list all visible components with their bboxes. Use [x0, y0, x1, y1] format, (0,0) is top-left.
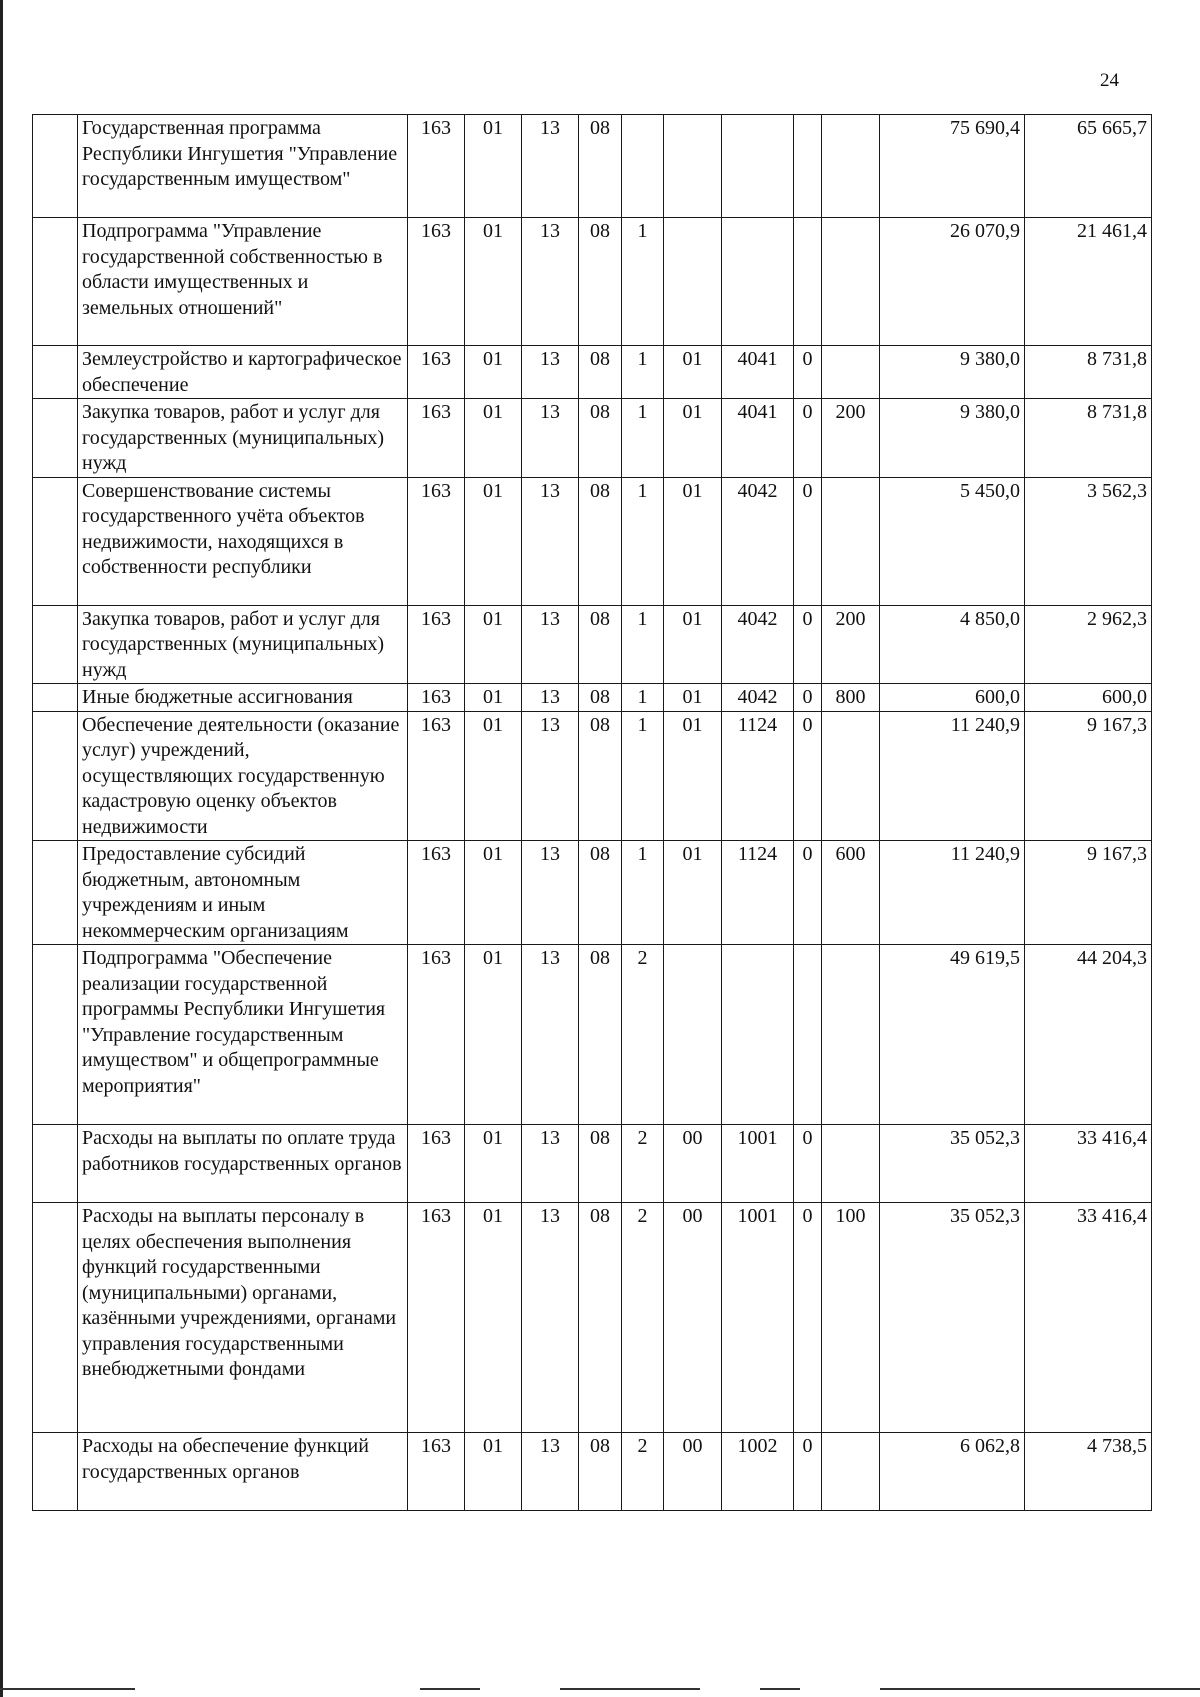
- code-expense-type: [822, 945, 880, 1125]
- code-subsection: 13: [522, 477, 579, 605]
- code-suffix: 0: [794, 684, 822, 712]
- row-name: Обеспечение деятельности (оказание услуг) учреждений, осуществляющих государственную кадастровую оценку объектов недвижимости: [78, 711, 408, 841]
- code-admin: 163: [408, 711, 465, 841]
- bottom-rule: [880, 1688, 1200, 1690]
- code-suffix: [794, 218, 822, 346]
- code-expense-type: 100: [822, 1203, 880, 1433]
- code-section: 01: [465, 1203, 522, 1433]
- code-suffix: [794, 945, 822, 1125]
- amount-actual: 3 562,3: [1025, 477, 1152, 605]
- row-number-cell: [33, 218, 78, 346]
- code-admin: 163: [408, 115, 465, 218]
- code-program: 08: [579, 115, 622, 218]
- code-section: 01: [465, 711, 522, 841]
- code-activity: 01: [664, 684, 722, 712]
- row-name: Расходы на выплаты по оплате труда работников государственных органов: [78, 1125, 408, 1203]
- code-suffix: 0: [794, 399, 822, 478]
- code-admin: 163: [408, 1433, 465, 1511]
- code-direction: 4042: [722, 605, 794, 684]
- code-subprogram: 2: [622, 1203, 664, 1433]
- code-activity: 00: [664, 1203, 722, 1433]
- amount-planned: 9 380,0: [880, 346, 1025, 399]
- table-row: [33, 711, 1152, 841]
- code-subsection: 13: [522, 605, 579, 684]
- table-row: [33, 218, 1152, 346]
- code-activity: 01: [664, 605, 722, 684]
- amount-planned: 75 690,4: [880, 115, 1025, 218]
- code-subsection: 13: [522, 711, 579, 841]
- code-activity: [664, 115, 722, 218]
- code-subprogram: 2: [622, 1125, 664, 1203]
- code-program: 08: [579, 1433, 622, 1511]
- code-section: 01: [465, 684, 522, 712]
- code-admin: 163: [408, 684, 465, 712]
- code-expense-type: [822, 711, 880, 841]
- code-program: 08: [579, 684, 622, 712]
- table-row: [33, 684, 1152, 712]
- row-number-cell: [33, 115, 78, 218]
- code-subprogram: 1: [622, 711, 664, 841]
- code-subprogram: 1: [622, 477, 664, 605]
- code-suffix: [794, 115, 822, 218]
- row-name: Расходы на обеспечение функций государственных органов: [78, 1433, 408, 1511]
- row-number-cell: [33, 399, 78, 478]
- amount-planned: 49 619,5: [880, 945, 1025, 1125]
- code-subsection: 13: [522, 945, 579, 1125]
- row-name: Предоставление субсидий бюджетным, автономным учреждениям и иным некоммерческим организациям: [78, 841, 408, 945]
- code-program: 08: [579, 399, 622, 478]
- code-expense-type: 600: [822, 841, 880, 945]
- code-subsection: 13: [522, 841, 579, 945]
- code-section: 01: [465, 346, 522, 399]
- code-subsection: 13: [522, 684, 579, 712]
- code-activity: [664, 218, 722, 346]
- code-subprogram: 1: [622, 605, 664, 684]
- code-program: 08: [579, 841, 622, 945]
- code-admin: 163: [408, 399, 465, 478]
- code-admin: 163: [408, 841, 465, 945]
- amount-planned: 26 070,9: [880, 218, 1025, 346]
- code-expense-type: [822, 346, 880, 399]
- code-admin: 163: [408, 945, 465, 1125]
- bottom-rule: [760, 1688, 800, 1690]
- code-subsection: 13: [522, 1125, 579, 1203]
- row-name: Закупка товаров, работ и услуг для государственных (муниципальных) нужд: [78, 399, 408, 478]
- row-number-cell: [33, 711, 78, 841]
- code-program: 08: [579, 1125, 622, 1203]
- bottom-rule: [0, 1688, 135, 1690]
- bottom-rule: [560, 1688, 700, 1690]
- row-name: Землеустройство и картографическое обеспечение: [78, 346, 408, 399]
- amount-planned: 4 850,0: [880, 605, 1025, 684]
- amount-planned: 6 062,8: [880, 1433, 1025, 1511]
- code-admin: 163: [408, 346, 465, 399]
- code-expense-type: 200: [822, 399, 880, 478]
- amount-planned: 9 380,0: [880, 399, 1025, 478]
- table-row: [33, 841, 1152, 945]
- amount-actual: 2 962,3: [1025, 605, 1152, 684]
- row-name: Закупка товаров, работ и услуг для государственных (муниципальных) нужд: [78, 605, 408, 684]
- row-name: Государственная программа Республики Ингушетия "Управление государственным имуществом": [78, 115, 408, 218]
- code-expense-type: [822, 115, 880, 218]
- code-direction: 4041: [722, 399, 794, 478]
- code-expense-type: 800: [822, 684, 880, 712]
- row-number-cell: [33, 684, 78, 712]
- code-direction: 1002: [722, 1433, 794, 1511]
- code-direction: 1124: [722, 841, 794, 945]
- table-row: [33, 115, 1152, 218]
- code-admin: 163: [408, 1203, 465, 1433]
- code-direction: [722, 945, 794, 1125]
- code-admin: 163: [408, 218, 465, 346]
- code-suffix: 0: [794, 346, 822, 399]
- code-suffix: 0: [794, 1433, 822, 1511]
- table-row: [33, 346, 1152, 399]
- row-name: Расходы на выплаты персоналу в целях обеспечения выполнения функций государственными (муниципальными) органами, казёнными учреждениями, органами управления государственными внебюджетными фондами: [78, 1203, 408, 1433]
- code-section: 01: [465, 841, 522, 945]
- code-subsection: 13: [522, 346, 579, 399]
- amount-actual: 33 416,4: [1025, 1125, 1152, 1203]
- code-expense-type: [822, 477, 880, 605]
- table-row: [33, 399, 1152, 478]
- row-number-cell: [33, 945, 78, 1125]
- amount-actual: 65 665,7: [1025, 115, 1152, 218]
- code-section: 01: [465, 477, 522, 605]
- row-name: Иные бюджетные ассигнования: [78, 684, 408, 712]
- amount-planned: 11 240,9: [880, 841, 1025, 945]
- code-activity: 00: [664, 1125, 722, 1203]
- code-suffix: 0: [794, 841, 822, 945]
- code-admin: 163: [408, 477, 465, 605]
- code-direction: 1001: [722, 1125, 794, 1203]
- amount-actual: 8 731,8: [1025, 346, 1152, 399]
- amount-actual: 21 461,4: [1025, 218, 1152, 346]
- amount-actual: 9 167,3: [1025, 711, 1152, 841]
- code-suffix: 0: [794, 477, 822, 605]
- amount-planned: 35 052,3: [880, 1125, 1025, 1203]
- table-row: [33, 1203, 1152, 1433]
- code-direction: 1124: [722, 711, 794, 841]
- code-program: 08: [579, 477, 622, 605]
- code-subprogram: 2: [622, 1433, 664, 1511]
- code-direction: 4042: [722, 684, 794, 712]
- code-activity: 00: [664, 1433, 722, 1511]
- code-subsection: 13: [522, 399, 579, 478]
- code-subsection: 13: [522, 1203, 579, 1433]
- code-activity: 01: [664, 841, 722, 945]
- amount-actual: 44 204,3: [1025, 945, 1152, 1125]
- code-program: 08: [579, 711, 622, 841]
- code-program: 08: [579, 1203, 622, 1433]
- code-subprogram: 1: [622, 399, 664, 478]
- code-expense-type: [822, 1125, 880, 1203]
- table-row: [33, 945, 1152, 1125]
- code-activity: 01: [664, 399, 722, 478]
- code-expense-type: 200: [822, 605, 880, 684]
- code-section: 01: [465, 945, 522, 1125]
- code-subprogram: 1: [622, 684, 664, 712]
- amount-planned: 35 052,3: [880, 1203, 1025, 1433]
- code-direction: [722, 218, 794, 346]
- code-program: 08: [579, 945, 622, 1125]
- amount-planned: 5 450,0: [880, 477, 1025, 605]
- code-subprogram: 1: [622, 841, 664, 945]
- code-direction: 1001: [722, 1203, 794, 1433]
- table-row: [33, 1125, 1152, 1203]
- code-section: 01: [465, 1433, 522, 1511]
- code-subprogram: [622, 115, 664, 218]
- code-subprogram: 1: [622, 346, 664, 399]
- bottom-rule: [420, 1688, 480, 1690]
- code-program: 08: [579, 218, 622, 346]
- code-suffix: 0: [794, 1125, 822, 1203]
- code-subprogram: 1: [622, 218, 664, 346]
- code-subprogram: 2: [622, 945, 664, 1125]
- amount-actual: 4 738,5: [1025, 1433, 1152, 1511]
- code-activity: [664, 945, 722, 1125]
- amount-actual: 33 416,4: [1025, 1203, 1152, 1433]
- row-number-cell: [33, 841, 78, 945]
- code-admin: 163: [408, 605, 465, 684]
- code-section: 01: [465, 1125, 522, 1203]
- row-name: Совершенствование системы государственного учёта объектов недвижимости, находящихся в собственности республики: [78, 477, 408, 605]
- code-direction: [722, 115, 794, 218]
- code-section: 01: [465, 605, 522, 684]
- code-direction: 4042: [722, 477, 794, 605]
- page-number: 24: [1100, 70, 1119, 91]
- code-admin: 163: [408, 1125, 465, 1203]
- row-number-cell: [33, 477, 78, 605]
- row-name: Подпрограмма "Обеспечение реализации государственной программы Республики Ингушетия "Управление государственным имуществом" и общепрограммные мероприятия": [78, 945, 408, 1125]
- code-section: 01: [465, 399, 522, 478]
- code-expense-type: [822, 218, 880, 346]
- code-program: 08: [579, 346, 622, 399]
- code-section: 01: [465, 115, 522, 218]
- code-activity: 01: [664, 477, 722, 605]
- code-activity: 01: [664, 711, 722, 841]
- code-program: 08: [579, 605, 622, 684]
- code-section: 01: [465, 218, 522, 346]
- code-subsection: 13: [522, 115, 579, 218]
- table-body: [33, 115, 1152, 1511]
- table-row: [33, 1433, 1152, 1511]
- table-row: [33, 605, 1152, 684]
- code-suffix: 0: [794, 711, 822, 841]
- amount-actual: 8 731,8: [1025, 399, 1152, 478]
- amount-planned: 600,0: [880, 684, 1025, 712]
- row-name: Подпрограмма "Управление государственной собственностью в области имущественных и земельных отношений": [78, 218, 408, 346]
- amount-actual: 9 167,3: [1025, 841, 1152, 945]
- amount-planned: 11 240,9: [880, 711, 1025, 841]
- row-number-cell: [33, 346, 78, 399]
- code-suffix: 0: [794, 1203, 822, 1433]
- code-activity: 01: [664, 346, 722, 399]
- amount-actual: 600,0: [1025, 684, 1152, 712]
- code-subsection: 13: [522, 218, 579, 346]
- table-row: [33, 477, 1152, 605]
- code-expense-type: [822, 1433, 880, 1511]
- row-number-cell: [33, 1125, 78, 1203]
- scan-edge: [0, 0, 3, 1697]
- row-number-cell: [33, 605, 78, 684]
- budget-table: [32, 114, 1152, 1511]
- code-direction: 4041: [722, 346, 794, 399]
- row-number-cell: [33, 1433, 78, 1511]
- code-subsection: 13: [522, 1433, 579, 1511]
- code-suffix: 0: [794, 605, 822, 684]
- row-number-cell: [33, 1203, 78, 1433]
